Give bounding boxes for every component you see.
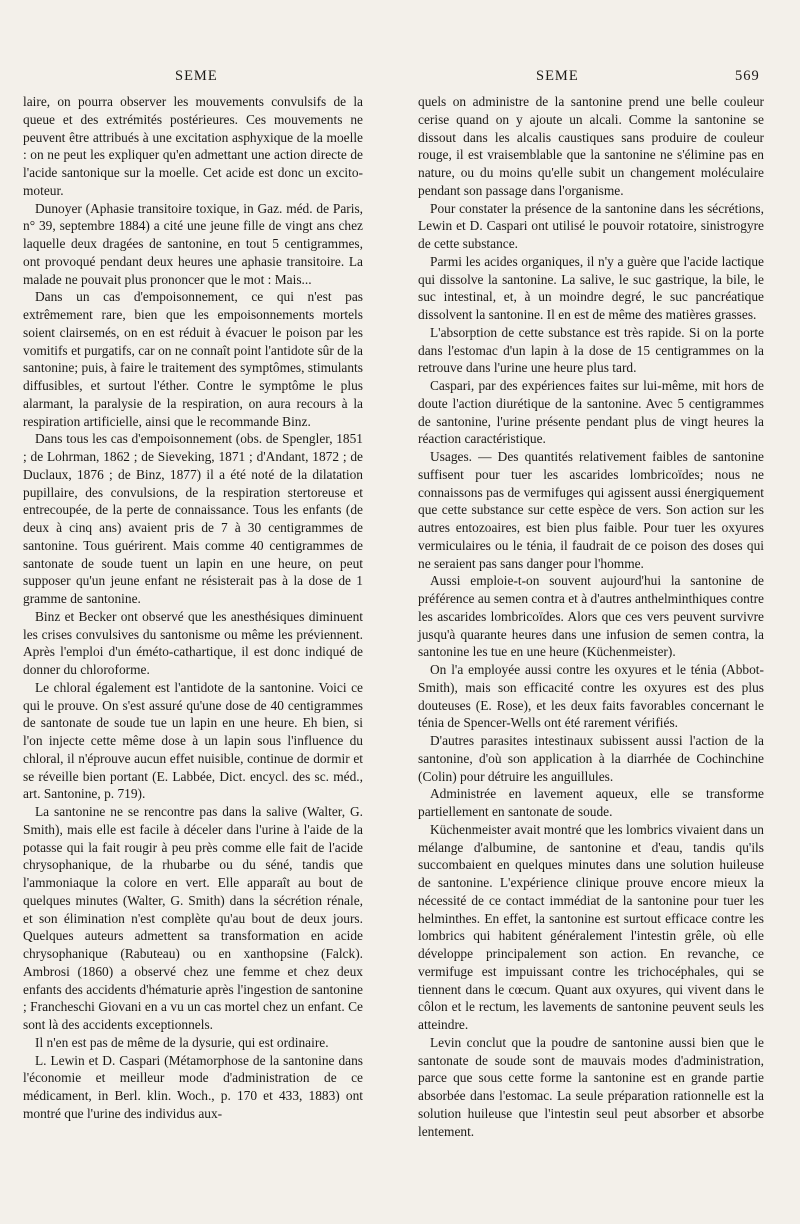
paragraph: L. Lewin et D. Caspari (Métamorphose de la santonine dans l'économie et meilleur mode d'administration de ce médicament, in Berl. klin. Woch., p. 170 et 433, 1883) ont montré que l'urine des individus aux- [23,1052,363,1121]
paragraph: Pour constater la présence de la santonine dans les sécrétions, Lewin et D. Caspari ont utilisé le pouvoir rotatoire, sinistrogyre de cette substance. [418,200,764,251]
paragraph: Caspari, par des expériences faites sur lui-même, mit hors de doute l'action diurétique de la santonine. Avec 5 centigrammes de santonine, l'urine présente pendant plus de vingt heures la réaction caractéristique. [418,378,764,447]
paragraph: Administrée en lavement aqueux, elle se transforme partiellement en santonate de soude. [418,786,764,819]
paragraph: Le chloral également est l'antidote de la santonine. Voici ce qui le prouve. On s'est assuré qu'une dose de 40 centigrammes de santonate de soude tue un lapin en une heure. Eh bien, si l'on injecte cette même dose à un lapin sous l'influence du chloral, il n'éprouve aucun effet nuisible, continue de dormir et se réveille bien portant (E. Labbée, Dict. encycl. des sc. méd., art. Santonine, p. 719). [23,679,363,802]
paragraph: Parmi les acides organiques, il n'y a guère que l'acide lactique qui dissolve la santonine. La salive, le suc gastrique, la bile, le suc intestinal, et, à un moindre degré, le suc pancréatique dissolvent la santonine. Il en est de même des matières grasses. [418,253,764,322]
paragraph: Küchenmeister avait montré que les lombrics vivaient dans un mélange d'albumine, de santonine et d'eau, tandis qu'ils succombaient en quelques minutes dans une solution huileuse de santonine. L'expérience clinique prouve encore mieux la nécessité de ce contact immédiat de la santonine pour tuer les helminthes. En effet, la santonine est surtout efficace contre les lombrics qui habitent généralement l'intestin grêle, où elle développe principalement son action. En revanche, ce vermifuge est impuissant contre les trichocéphales, qui se tiennent dans le cœcum. Quant aux oxyures, qui vivent dans le côlon et le rectum, les lavements de santonine peuvent seuls les atteindre. [418,821,764,1032]
paragraph: quels on administre de la santonine prend une belle couleur cerise quand on y ajoute un alcali. Comme la santonine se dissout dans les alcalis caustiques sans produire de couleur rouge, il est vraisemblable que la santonine ne s'élimine pas en nature, ou du moins qu'elle subit un changement moléculaire pendant son passage dans l'organisme. [418,94,764,198]
paragraph: Dans un cas d'empoisonnement, ce qui n'est pas extrêmement rare, bien que les empoisonnements mortels soient clairsemés, on en est réduit à évacuer le poison par les vomitifs et purgatifs, car on ne connaît point l'antidote sûr de la santonine; puis, à faire le traitement des symptômes, stimulants diffusibles, et surtout l'éther. Contre le symptôme le plus alarmant, la paralysie de la respiration, on aura recours à la respiration artificielle, ainsi que le recommande Binz. [23,289,363,429]
paragraph: L'absorption de cette substance est très rapide. Si on la porte dans l'estomac d'un lapin à la dose de 15 centigrammes on la retrouve dans l'urine une heure plus tard. [418,324,764,376]
right-column [418,93,764,1140]
paragraph: D'autres parasites intestinaux subissent aussi l'action de la santonine, d'où son application à la diarrhée de Cochinchine (Colin) pour détruire les anguillules. [418,733,764,784]
page-number: 569 [735,68,760,84]
paragraph: Usages. — Des quantités relativement faibles de santonine suffisent pour tuer les ascarides lombricoïdes; nous ne connaissons pas de vermifuges qui agissent aussi énergiquement que cette substance sur cette espèce de vers. Son action sur les autres entozoaires, est bien plus faible. Pour tuer les oxyures vermiculaires ou le ténia, il faudrait de ce poison des doses qui ne seraient pas sans danger pour l'homme. [418,449,764,571]
paragraph: Aussi emploie-t-on souvent aujourd'hui la santonine de préférence au semen contra et à d'autres anthelminthiques contre les ascarides lombricoïdes. Alors que ces vers peuvent survivre jusqu'à quarante heures dans une infusion de semen contra, la santonine les tue en une heure (Küchenmeister). [418,573,764,660]
paragraph: La santonine ne se rencontre pas dans la salive (Walter, G. Smith), mais elle est facile à déceler dans l'urine à l'aide de la potasse qui la fait rougir à peu près comme elle fait de l'acide chrysophanique, de la rhubarbe ou du séné, tandis que l'ammoniaque la colore en vert. Elle apparaît au bout de quelques minutes (Walter, G. Smith) dans la sécrétion rénale, et son élimination n'est complète qu'au bout de deux jours. Quelques auteurs admettent sa transformation en acide chrysophanique (Rabuteau) ou en xanthopsine (Falck). Ambrosi (1860) a observé chez une femme et chez deux enfants des accidents d'hématurie après l'ingestion de santonine ; Francheschi Giovani en a vu un cas mortel chez un enfant. Ce sont là des accidents exceptionnels. [23,804,363,1032]
paragraph: Dans tous les cas d'empoisonnement (obs. de Spengler, 1851 ; de Lohrman, 1862 ; de Sieveking, 1871 ; d'Andant, 1872 ; de Duclaux, 1876 ; de Binz, 1877) il a été noté de la dilatation pupillaire, des convulsions, de la respiration stertoreuse et entrecoupée, de la perte de connaissance. Tous les enfants (de deux à cinq ans) avaient pris de 7 à 30 centigrammes de santonine. Tous guérirent. Mais comme 40 centigrammes de santonate de soude tuent un lapin en une heure, on peut supposer qu'un jeune enfant ne résisterait pas à la dose de 1 gramme de santonine. [23,431,363,606]
paragraph: Il n'en est pas de même de la dysurie, qui est ordinaire. [35,1034,329,1050]
left-column [23,93,363,1123]
running-head-left: SEME [175,68,218,84]
paragraph: Dunoyer (Aphasie transitoire toxique, in Gaz. méd. de Paris, n° 39, septembre 1884) a cité une jeune fille de vingt ans chez laquelle deux dragées de santonine, en tout 5 centigrammes, ont provoqué pendant deux heures une aphasie transitoire. La malade ne pouvait plus prononcer que le mot : Mais... [23,200,363,287]
paragraph: On l'a employée aussi contre les oxyures et le ténia (Abbot-Smith), mais son efficacité contre les oxyures est des plus douteuses (E. Rose), et les deux faits favorables concernant le ténia de Spencer-Wells ont été rarement vérifiés. [418,662,764,731]
paragraph: Levin conclut que la poudre de santonine aussi bien que le santonate de soude sont de mauvais modes d'administration, parce que sous cette forme la santonine est en grande partie absorbée dans l'estomac. La seule préparation rationnelle est la solution huileuse que l'intestin seul peut absorber et absorbe lentement. [418,1034,764,1139]
paragraph: laire, on pourra observer les mouvements convulsifs de la queue et des extrémités postérieures. Ces mouvements ne peuvent être attribués à une excitation asphyxique de la moelle : on ne peut les expliquer qu'en admettant une action directe de l'acide santonique sur la moelle. Cet acide est donc un excito-moteur. [23,94,363,198]
running-head-right: SEME [536,68,579,84]
paragraph: Binz et Becker ont observé que les anesthésiques diminuent les crises convulsives du santonisme ou même les préviennent. Après l'emploi d'un éméto-cathartique, il est donc indiqué de donner du chloroforme. [23,608,363,677]
